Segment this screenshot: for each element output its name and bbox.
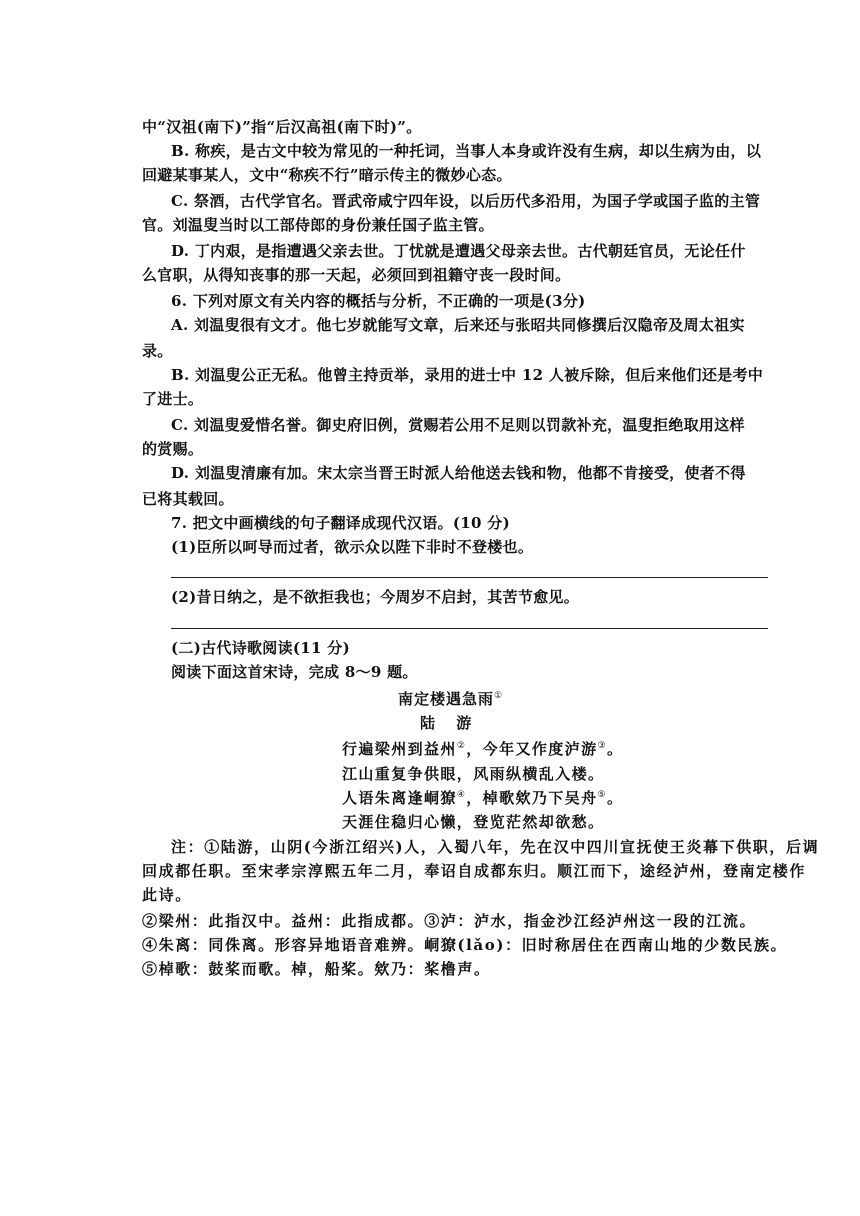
question-7: 7. 把文中画横线的句子翻译成现代汉语。(10 分) <box>171 514 510 532</box>
footnote-mark: ③ <box>597 741 607 751</box>
poem-line-2: 江山重复争供眼，风雨纵横乱入楼。 <box>342 765 605 783</box>
q6-option-d: D. 刘温叟清廉有加。宋太宗当晋王时派人给他送去钱和物，他都不肯接受，使者不得 <box>171 464 746 482</box>
note-line: 回成都任职。至宋孝宗淳熙五年二月，奉诏自成都东归。顺江而下，途经泸州，登南定楼作 <box>142 862 807 880</box>
q6-option-a: A. 刘温叟很有文才。他七岁就能写文章，后来还与张昭共同修撰后汉隐帝及周太祖实 <box>171 316 745 334</box>
poem-text: 行遍梁州到益州 <box>342 740 457 758</box>
poem-text: ，今年又作度泸游 <box>466 740 598 758</box>
option-c-line: C. 祭酒，古代学官名。晋武帝咸宁四年设，以后历代多沿用，为国子学或国子监的主管 <box>171 192 761 210</box>
text-line: 回避某事某人，文中“称疾不行”暗示传主的微妙心态。 <box>142 166 512 184</box>
note-line: 此诗。 <box>142 886 192 904</box>
footnote-mark: ① <box>494 691 504 701</box>
poem-line-4: 天涯住稳归心懒，登览茫然却欲愁。 <box>342 813 605 831</box>
poem-text: 。 <box>606 789 624 807</box>
text-line: 官。刘温叟当时以工部侍郎的身份兼任国子监主管。 <box>142 216 494 234</box>
poem-line-1 <box>342 738 623 760</box>
poem-author: 陆 游 <box>420 714 480 732</box>
text-line: 录。 <box>142 342 173 360</box>
note-line: ②梁州：此指汉中。益州：此指成都。③泸：泸水，指金沙江经泸州这一段的江流。 <box>142 912 757 930</box>
q7-sentence-1: (1)臣所以呵导而过者，欲示众以陛下非时不登楼也。 <box>171 538 534 556</box>
q6-option-b: B. 刘温叟公正无私。他曾主持贡举，录用的进士中 12 人被斥除，但后来他们还是考中 <box>171 366 764 384</box>
text-line: 了进士。 <box>142 390 204 408</box>
footnote-mark: ② <box>456 741 467 751</box>
answer-line-2 <box>171 628 768 629</box>
note-line: ④朱离：同侏离。形容异地语音难辨。峒獠(lǎo)：旧时称居住在西南山地的少数民族。 <box>142 936 788 954</box>
footnote-mark: ④ <box>456 790 467 800</box>
text-line: 已将其载回。 <box>142 490 234 508</box>
text-line: 么官职，从得知丧事的那一天起，必须回到祖籍守丧一段时间。 <box>142 266 571 284</box>
note-line: ⑤棹歌：鼓桨而歌。棹，船桨。欸乃：桨橹声。 <box>142 960 491 978</box>
poem-line-3 <box>342 787 623 809</box>
text-line: 中“汉祖(南下)”指“后汉高祖(南下时)”。 <box>142 118 422 136</box>
q7-sentence-2: (2)昔日纳之，是不欲拒我也；今周岁不启封，其苦节愈见。 <box>171 588 580 606</box>
note-line: 注：①陆游，山阴(今浙江绍兴)人，入蜀八年，先在汉中四川宣抚使王炎幕下供职，后调 <box>171 838 820 856</box>
question-6: 6. 下列对原文有关内容的概括与分析，不正确的一项是(3分) <box>171 292 586 310</box>
section-heading: (二)古代诗歌阅读(11 分) <box>171 639 350 657</box>
poem-title-text: 南定楼遇急雨 <box>398 690 495 708</box>
option-d-line: D. 丁内艰，是指遭遇父亲去世。丁忧就是遭遇父母亲去世。古代朝廷官员，无论任什 <box>171 242 746 260</box>
option-b-line: B. 称疾，是古文中较为常见的一种托词，当事人本身或许没有生病，却以生病为由，以 <box>171 142 762 160</box>
reading-instruction: 阅读下面这首宋诗，完成 8～9 题。 <box>171 663 418 681</box>
poem-title <box>398 688 503 710</box>
poem-text: 。 <box>606 740 624 758</box>
footnote-mark: ⑤ <box>597 790 607 800</box>
answer-line-1 <box>171 577 768 578</box>
poem-text: ，棹歌欸乃下吴舟 <box>466 789 598 807</box>
text-line: 的赏赐。 <box>142 440 204 458</box>
q6-option-c: C. 刘温叟爱惜名誉。御史府旧例，赏赐若公用不足则以罚款补充，温叟拒绝取用这样 <box>171 416 745 434</box>
poem-text: 人语朱离逢峒獠 <box>342 789 457 807</box>
